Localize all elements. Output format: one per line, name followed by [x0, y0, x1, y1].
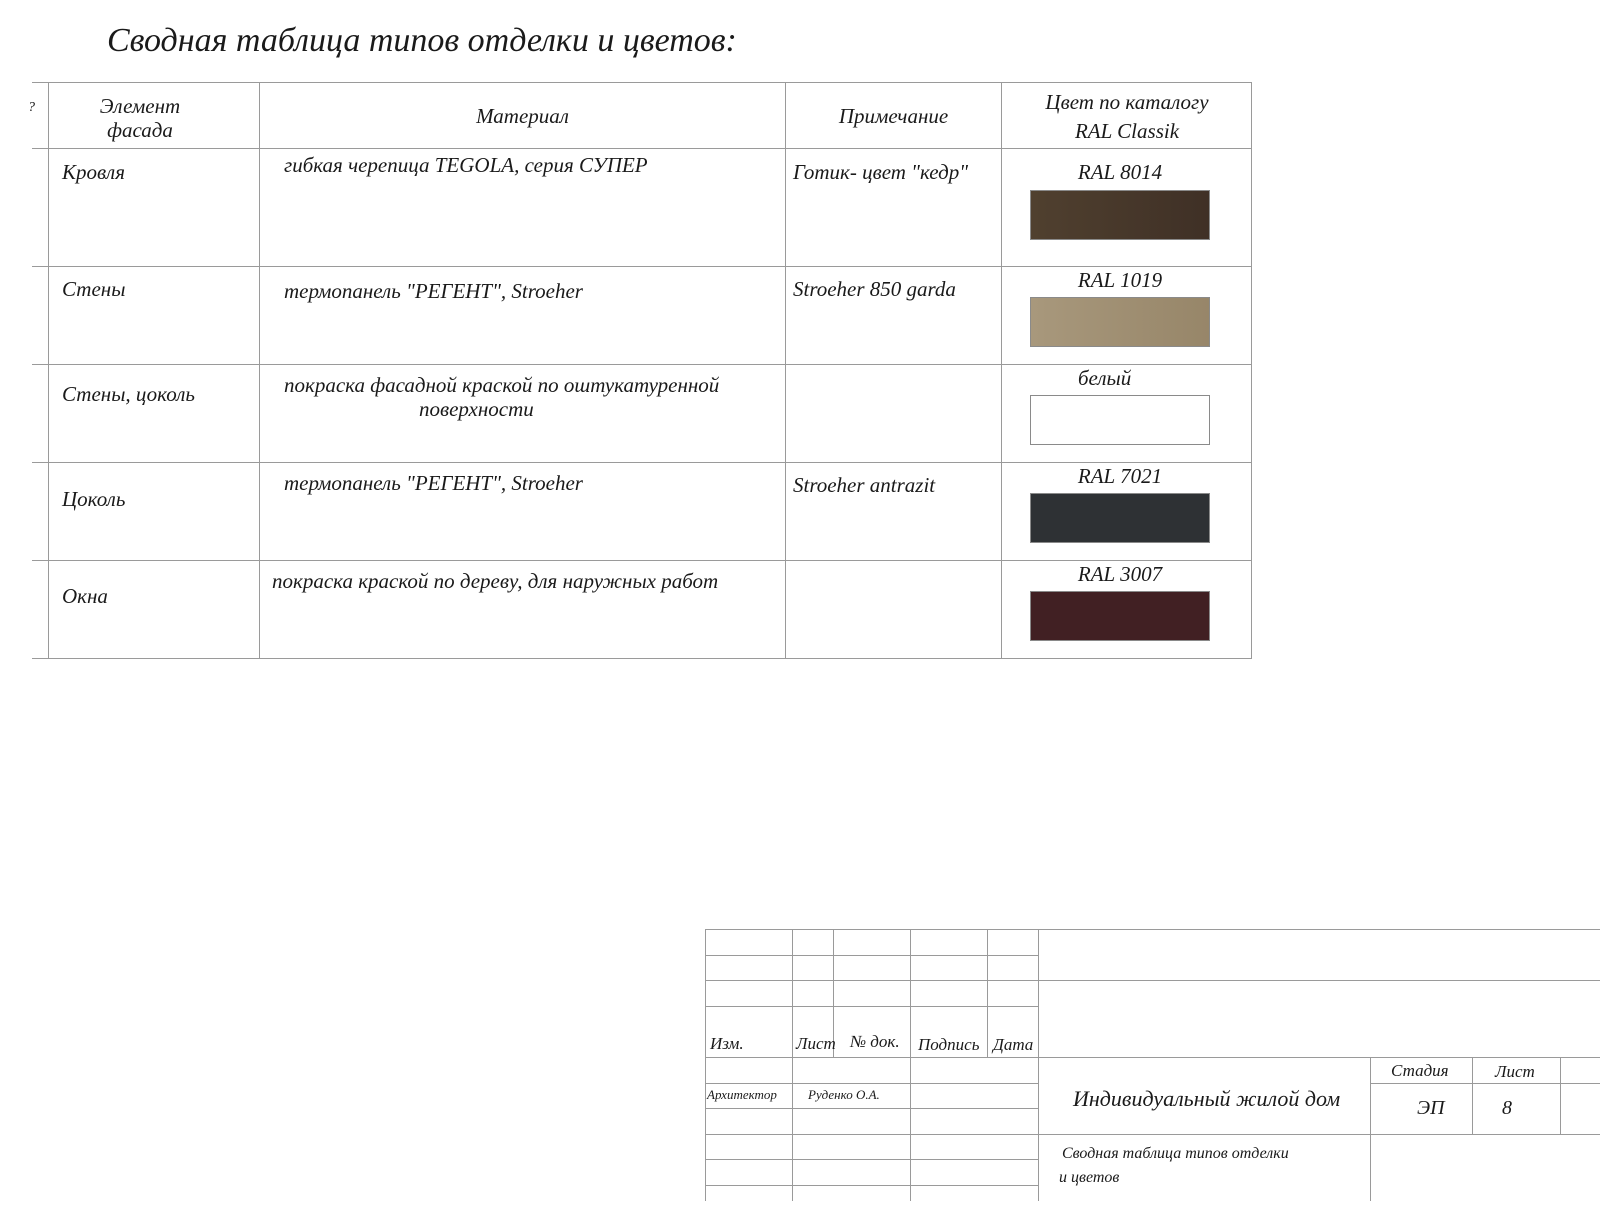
stamp-grid-line — [1370, 1057, 1371, 1201]
row-material: гибкая черепица TEGOLA, серия СУПЕР — [284, 153, 648, 177]
stamp-grid-line — [705, 1083, 1038, 1084]
stamp-border-left — [705, 929, 706, 1201]
stamp-sheet-title-line2: и цветов — [1059, 1169, 1120, 1186]
row-element: Цоколь — [62, 487, 126, 511]
stamp-grid-line — [1370, 1083, 1600, 1084]
stamp-grid-line — [705, 1108, 1038, 1109]
stamp-signature-label: Подпись — [918, 1035, 980, 1054]
row-material: термопанель "РЕГЕНТ", Stroeher — [284, 279, 583, 303]
stamp-stage-label: Стадия — [1391, 1061, 1449, 1080]
stamp-stage-value: ЭП — [1417, 1097, 1445, 1119]
header-element: Элемент фасада — [99, 94, 181, 142]
stamp-name: Руденко О.А. — [808, 1087, 880, 1102]
row-color-label: RAL 8014 — [1077, 160, 1163, 184]
stamp-project-title: Индивидуальный жилой дом — [1073, 1086, 1341, 1111]
stamp-doc-no-label: № док. — [850, 1032, 900, 1051]
row-note: Stroeher 850 garda — [793, 277, 956, 301]
stamp-grid-line — [705, 980, 1600, 981]
row-note: Stroeher antrazit — [793, 473, 936, 497]
stamp-sheet-title-line1: Сводная таблица типов отделки — [1062, 1145, 1289, 1162]
row-color-label: RAL 7021 — [1077, 464, 1163, 488]
stamp-izm-label: Изм. — [710, 1034, 744, 1053]
stamp-sheet-label: Лист — [1495, 1062, 1535, 1081]
row-material-continued: поверхности — [419, 397, 534, 421]
row-material: покраска фасадной краской по оштукатуренной — [284, 373, 720, 397]
page-title: Сводная таблица типов отделки и цветов: — [107, 22, 737, 59]
row-element: Стены, цоколь — [62, 382, 195, 406]
stamp-grid-line — [705, 1159, 1038, 1160]
stamp-role: Архитектор — [707, 1087, 777, 1102]
row-color-label: RAL 1019 — [1077, 268, 1163, 292]
row-color-label: RAL 3007 — [1077, 562, 1163, 586]
row-element: Стены — [62, 277, 126, 301]
stamp-grid-line — [1038, 929, 1039, 1201]
header-material: Материал — [476, 104, 569, 128]
stamp-border-top — [705, 929, 1600, 930]
stamp-grid-line — [987, 929, 988, 1057]
header-number: ? — [28, 100, 35, 115]
row-element: Окна — [62, 584, 108, 608]
row-color-label: белый — [1078, 366, 1132, 390]
stamp-grid-line — [705, 1185, 1038, 1186]
header-note: Примечание — [838, 104, 949, 128]
stamp-grid-line — [705, 1134, 1600, 1135]
stamp-list-label: Лист — [796, 1034, 836, 1053]
stamp-grid-line — [705, 1057, 1600, 1058]
stamp-grid-line — [705, 955, 1038, 956]
stamp-grid-line — [910, 929, 911, 1201]
row-element: Кровля — [62, 160, 125, 184]
stamp-grid-line — [792, 929, 793, 1201]
stamp-date-label: Дата — [993, 1035, 1034, 1054]
row-note: Готик- цвет "кедр" — [793, 160, 969, 184]
header-color: Цвет по каталогу RAL Classik — [1045, 90, 1209, 143]
row-material: покраска краской по дереву, для наружных работ — [272, 569, 719, 593]
stamp-sheet-value: 8 — [1502, 1097, 1512, 1119]
stamp-grid-line — [1560, 1057, 1561, 1134]
stamp-grid-line — [705, 1006, 1038, 1007]
stamp-grid-line — [1472, 1057, 1473, 1134]
row-material: термопанель "РЕГЕНТ", Stroeher — [284, 471, 583, 495]
